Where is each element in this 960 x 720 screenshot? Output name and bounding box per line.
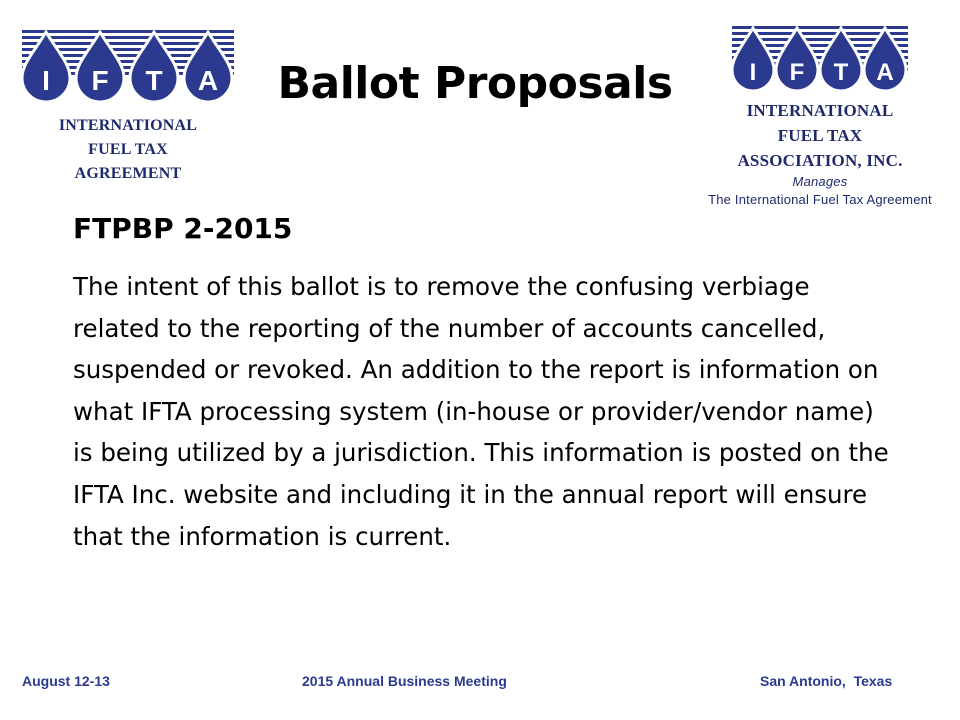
- logo-right-manages: Manages: [792, 174, 848, 189]
- logo-letter-t: T: [145, 65, 163, 96]
- logo-letter-f: F: [91, 65, 109, 96]
- logo-left-text: [22, 114, 234, 186]
- footer-date: August 12-13: [22, 673, 110, 689]
- ifta-drops-graphic-right: [732, 22, 956, 98]
- ballot-id-heading: FTPBP 2-2015: [73, 212, 293, 245]
- logo-right-line-2: FUEL TAX: [777, 126, 863, 145]
- logo-letter-a: A: [197, 65, 219, 96]
- logo-left-line-2: FUEL TAX: [88, 141, 168, 158]
- logo-right-letter-i: I: [749, 59, 757, 86]
- logo-left-line-3: AGREEMENT: [74, 165, 182, 182]
- logo-right-text: [708, 98, 932, 209]
- logo-right-letter-t: T: [833, 59, 849, 86]
- logo-left-line-1: INTERNATIONAL: [58, 117, 198, 134]
- logo-letter-i: I: [42, 65, 50, 96]
- ballot-description: The intent of this ballot is to remove the confusing verbiage related to the reporting of the number of accounts cancelled, suspended or revoked. An addition to the report is information on what IFTA processing system (in-house or provider/vendor name) is being utilized by a jurisdiction. This information is posted on the IFTA Inc. website and including it in the annual report will ensure that the information is current.: [73, 272, 889, 551]
- logo-right-letter-a: A: [876, 59, 894, 86]
- slide-title: Ballot Proposals: [277, 58, 673, 109]
- ifta-drops-graphic: [22, 26, 234, 106]
- logo-right-manages-sub: The International Fuel Tax Agreement: [708, 192, 932, 207]
- footer-event: 2015 Annual Business Meeting: [302, 673, 507, 689]
- footer-location: San Antonio, Texas: [760, 673, 893, 689]
- ifta-agreement-logo: [22, 26, 234, 186]
- logo-right-line-1: INTERNATIONAL: [746, 101, 894, 120]
- ifta-association-logo: [708, 22, 932, 207]
- logo-right-letter-f: F: [789, 59, 805, 86]
- logo-right-line-3: ASSOCIATION, INC.: [737, 151, 903, 170]
